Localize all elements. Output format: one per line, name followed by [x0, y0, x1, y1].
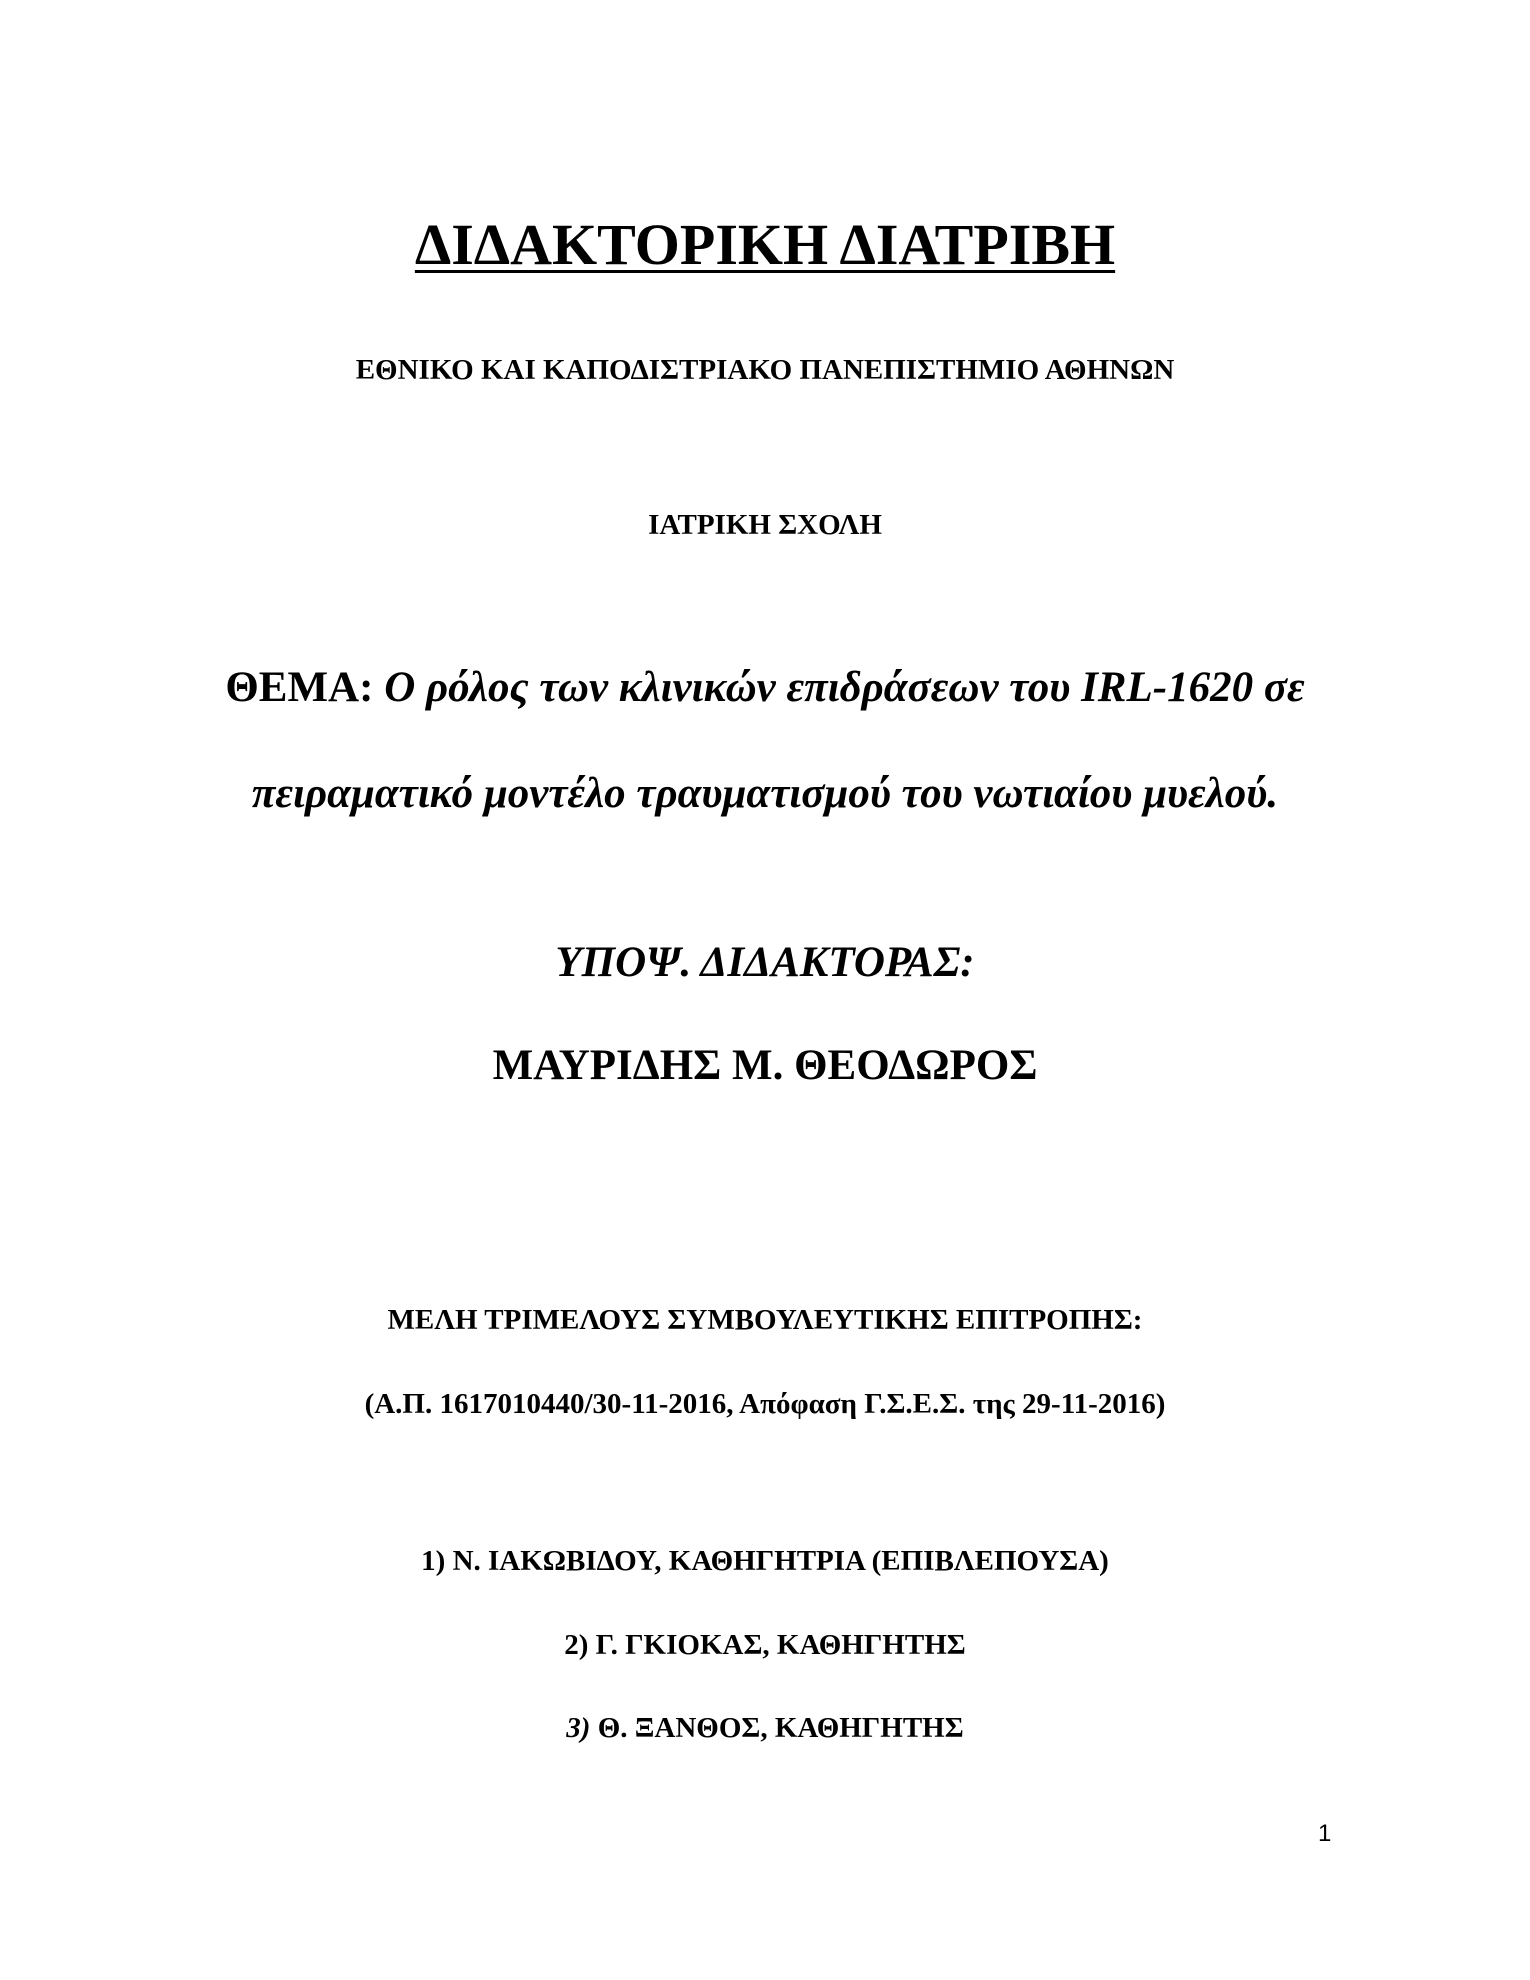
committee-heading: ΜΕΛΗ ΤΡΙΜΕΛΟΥΣ ΣΥΜΒΟΥΛΕΥΤΙΚΗΣ ΕΠΙΤΡΟΠΗΣ: — [387, 1304, 1143, 1336]
topic-line-1 — [0, 666, 1530, 709]
candidate-label: ΥΠΟΨ. ΔΙΔΑΚΤΟΡΑΣ: — [555, 939, 975, 986]
document-title: ΔΙΔΑΚΤΟΡΙΚΗ ΔΙΑΤΡΙΒΗ — [414, 212, 1116, 277]
member-text: Ν. ΙΑΚΩΒΙΔΟΥ, ΚΑΘΗΓΗΤΡΙΑ (ΕΠΙΒΛΕΠΟΥΣΑ) — [452, 1545, 1109, 1577]
member-text: Γ. ΓΚΙΟΚΑΣ, ΚΑΘΗΓΗΤΗΣ — [595, 1629, 966, 1661]
committee-member — [0, 1714, 1530, 1743]
topic-text-1: Ο ρόλος των κλινικών επιδράσεων του IRL-1620 σε — [384, 664, 1305, 711]
member-number: 3) — [566, 1712, 591, 1744]
university-name: ΕΘΝΙΚΟ ΚΑΙ ΚΑΠΟΔΙΣΤΡΙΑΚΟ ΠΑΝΕΠΙΣΤΗΜΙΟ ΑΘΗΝΩΝ — [355, 354, 1175, 386]
committee-member — [0, 1547, 1530, 1576]
topic-label: ΘΕΜΑ: — [225, 664, 374, 711]
committee-reference: (Α.Π. 1617010440/30-11-2016, Απόφαση Γ.Σ.Ε.Σ. της 29-11-2016) — [364, 1388, 1166, 1420]
candidate-name: ΜΑΥΡΙΔΗΣ Μ. ΘΕΟΔΩΡΟΣ — [492, 1042, 1038, 1089]
page-number: 1 — [1318, 1820, 1332, 1847]
member-number: 1) — [421, 1545, 446, 1577]
member-number: 2) — [564, 1629, 589, 1661]
school-name: ΙΑΤΡΙΚΗ ΣΧΟΛΗ — [648, 509, 882, 541]
member-text: Θ. ΞΑΝΘΟΣ, ΚΑΘΗΓΗΤΗΣ — [597, 1712, 964, 1744]
topic-line-2: πειραματικό μοντέλο τραυματισμού του νωτιαίου μυελού. — [251, 770, 1279, 817]
committee-member — [0, 1631, 1530, 1660]
